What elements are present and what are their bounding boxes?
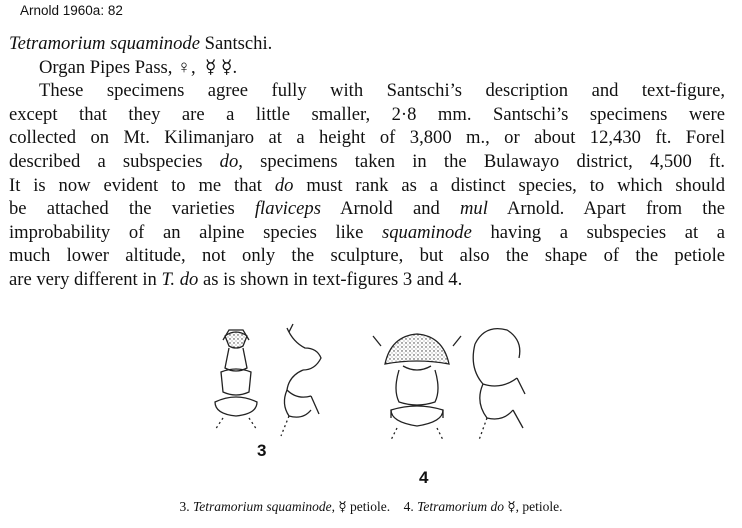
worker-symbols: ☿ ☿. xyxy=(204,56,238,78)
species-heading xyxy=(9,32,725,56)
body-line-5: It is now evident to me that do must rank as a distinct species, to which should xyxy=(9,174,726,196)
locality-place: Organ Pipes Pass, xyxy=(39,56,173,78)
body-line-6: be attached the varieties flaviceps Arnold and mul Arnold. Apart from the xyxy=(9,198,725,220)
figure-3-label: 3 xyxy=(257,441,267,460)
fig3-dorsal-view xyxy=(215,330,257,430)
taxon-squaminode: squaminode xyxy=(381,221,472,243)
body-line-1: These specimens agree fully with Santschi’s description and text-figure, xyxy=(39,80,725,102)
fig4-dorsal-view xyxy=(373,334,461,440)
species-name: Tetramorium squaminode xyxy=(9,33,200,54)
taxon-t-do: T. do xyxy=(161,268,199,290)
body-line-3: collected on Mt. Kilimanjaro at a height of 3,800 m., or about 12,430 ft. Forel xyxy=(9,127,725,149)
taxon-do: do xyxy=(219,150,239,172)
taxon-mul: mul xyxy=(459,198,488,220)
figure-area xyxy=(185,318,565,488)
taxon-do: do xyxy=(274,174,294,196)
body-line-2: except that they are a little smaller, 2·8 mm. Santschi’s specimens were xyxy=(9,103,725,125)
taxon-flaviceps: flaviceps xyxy=(254,198,321,220)
text-block xyxy=(9,32,725,292)
caption-4-number: 4. xyxy=(403,499,414,514)
body-line-9: are very different in T. do as is shown in text-figures 3 and 4. xyxy=(9,268,463,290)
figure-caption xyxy=(0,499,742,515)
page-header: Arnold 1960a: 82 xyxy=(20,3,123,18)
locality-line xyxy=(9,56,725,80)
species-author: Santschi. xyxy=(204,33,273,54)
petiole-illustrations xyxy=(185,318,565,488)
female-symbol: ♀, xyxy=(177,56,196,78)
caption-3-species: Tetramorium squaminode xyxy=(192,499,332,514)
caption-3-number: 3. xyxy=(179,499,190,514)
fig3-lateral-view xyxy=(281,324,321,436)
body-line-7: improbability of an alpine species like squaminode having a subspecies at a xyxy=(9,221,725,243)
body-line-4: described a subspecies do, specimens taken in the Bulawayo district, 4,500 ft. xyxy=(9,150,725,172)
caption-4-rest: ☿, petiole. xyxy=(504,499,563,514)
figure-4-label: 4 xyxy=(419,468,429,487)
caption-3-rest: , ☿ petiole. xyxy=(331,499,391,514)
fig4-lateral-view xyxy=(473,329,525,440)
caption-4-species: Tetramorium do xyxy=(417,499,505,514)
body-line-8: much lower altitude, not only the sculpture, but also the shape of the petiole xyxy=(9,245,725,267)
